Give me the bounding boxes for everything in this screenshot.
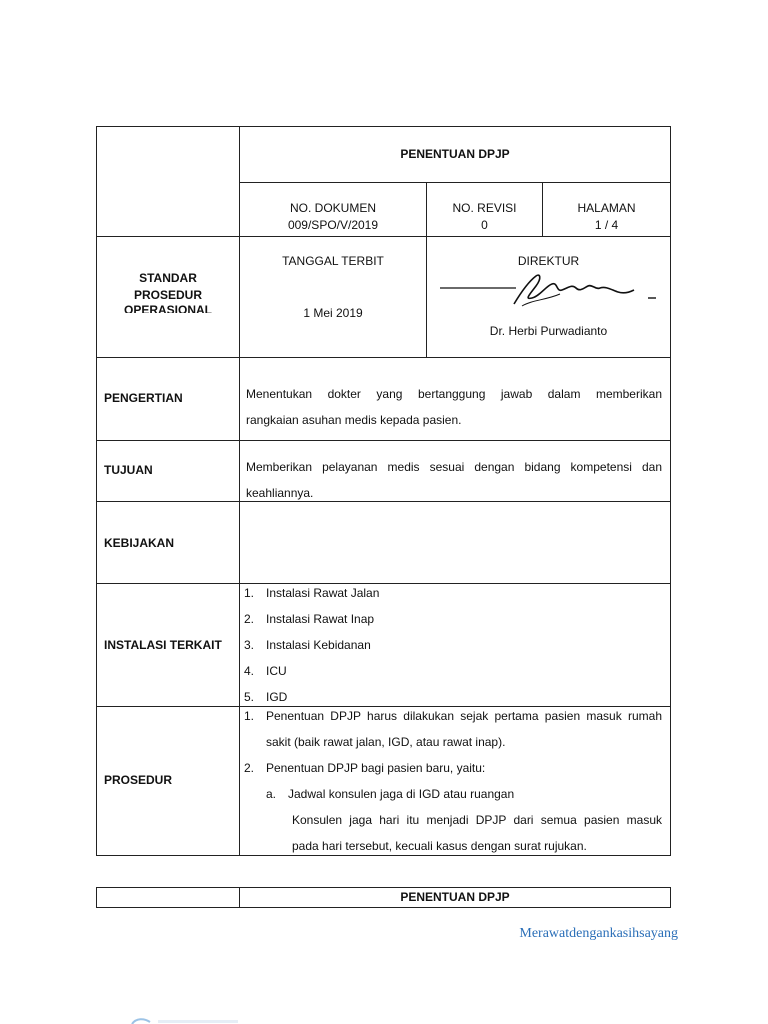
prosedur-item-2: 2. Penentuan DPJP bagi pasien baru, yaitu:: [244, 761, 486, 775]
prosedur-item-1: 1. Penentuan DPJP harus dilakukan sejak pertama pasien masuk rumah: [244, 709, 662, 723]
prosedur-item-1-cont: sakit (baik rawat jalan, IGD, atau rawat inap).: [266, 735, 506, 749]
director-signature: [436, 270, 662, 310]
prosedur-sub-a-line-1: Konsulen jaga hari itu menjadi DPJP dari semua pasien masuk: [292, 813, 662, 827]
spo-line-3: OPERASIONAL: [123, 304, 212, 313]
prosedur-sub-a-line-2: pada hari tersebut, kecuali kasus dengan surat rujukan.: [292, 839, 587, 853]
tanggal-terbit-label: TANGGAL TERBIT: [282, 254, 384, 268]
document-title: PENENTUAN DPJP: [400, 147, 510, 161]
no-revisi-value: 0: [481, 218, 488, 232]
tujuan-label: TUJUAN: [104, 463, 153, 477]
list-item: 5. IGD: [244, 690, 288, 704]
tujuan-text: [246, 454, 662, 506]
direktur-name: Dr. Herbi Purwadianto: [489, 324, 608, 338]
pengertian-text: [246, 381, 662, 433]
pengertian-label: PENGERTIAN: [104, 391, 183, 405]
list-item: 4. ICU: [244, 664, 287, 678]
tujuan-line-2: keahliannya.: [246, 486, 314, 500]
tujuan-line-1: Memberikan pelayanan medis sesuai dengan bidang kompetensi dan: [246, 460, 662, 474]
list-item: 1. Instalasi Rawat Jalan: [244, 586, 380, 600]
pengertian-line-1: Menentukan dokter yang bertanggung jawab dalam memberikan: [246, 387, 662, 401]
motto-text: Merawatdengankasihsayang: [519, 926, 678, 941]
spo-line-1: STANDAR: [139, 271, 197, 285]
next-page-title: PENENTUAN DPJP: [400, 890, 510, 904]
no-revisi-label: NO. REVISI: [452, 201, 517, 215]
prosedur-sub-a: a. Jadwal konsulen jaga di IGD atau ruangan: [266, 787, 515, 801]
instalasi-label: INSTALASI TERKAIT: [104, 638, 222, 652]
halaman-value: 1 / 4: [594, 218, 619, 232]
prosedur-label: PROSEDUR: [104, 773, 173, 787]
pengertian-line-2: rangkaian asuhan medis kepada pasien.: [246, 413, 462, 427]
no-dokumen-label: NO. DOKUMEN: [289, 201, 376, 215]
list-item: 3. Instalasi Kebidanan: [244, 638, 371, 652]
kebijakan-label: KEBIJAKAN: [104, 536, 175, 550]
list-item: 2. Instalasi Rawat Inap: [244, 612, 375, 626]
no-dokumen-value: 009/SPO/V/2019: [287, 218, 379, 232]
direktur-label: DIREKTUR: [517, 254, 580, 268]
spo-line-2: PROSEDUR: [133, 288, 202, 302]
halaman-label: HALAMAN: [577, 201, 636, 215]
tanggal-terbit-value: 1 Mei 2019: [303, 306, 363, 320]
hospital-logo-icon: [128, 1016, 248, 1024]
spo-label: [97, 270, 239, 313]
